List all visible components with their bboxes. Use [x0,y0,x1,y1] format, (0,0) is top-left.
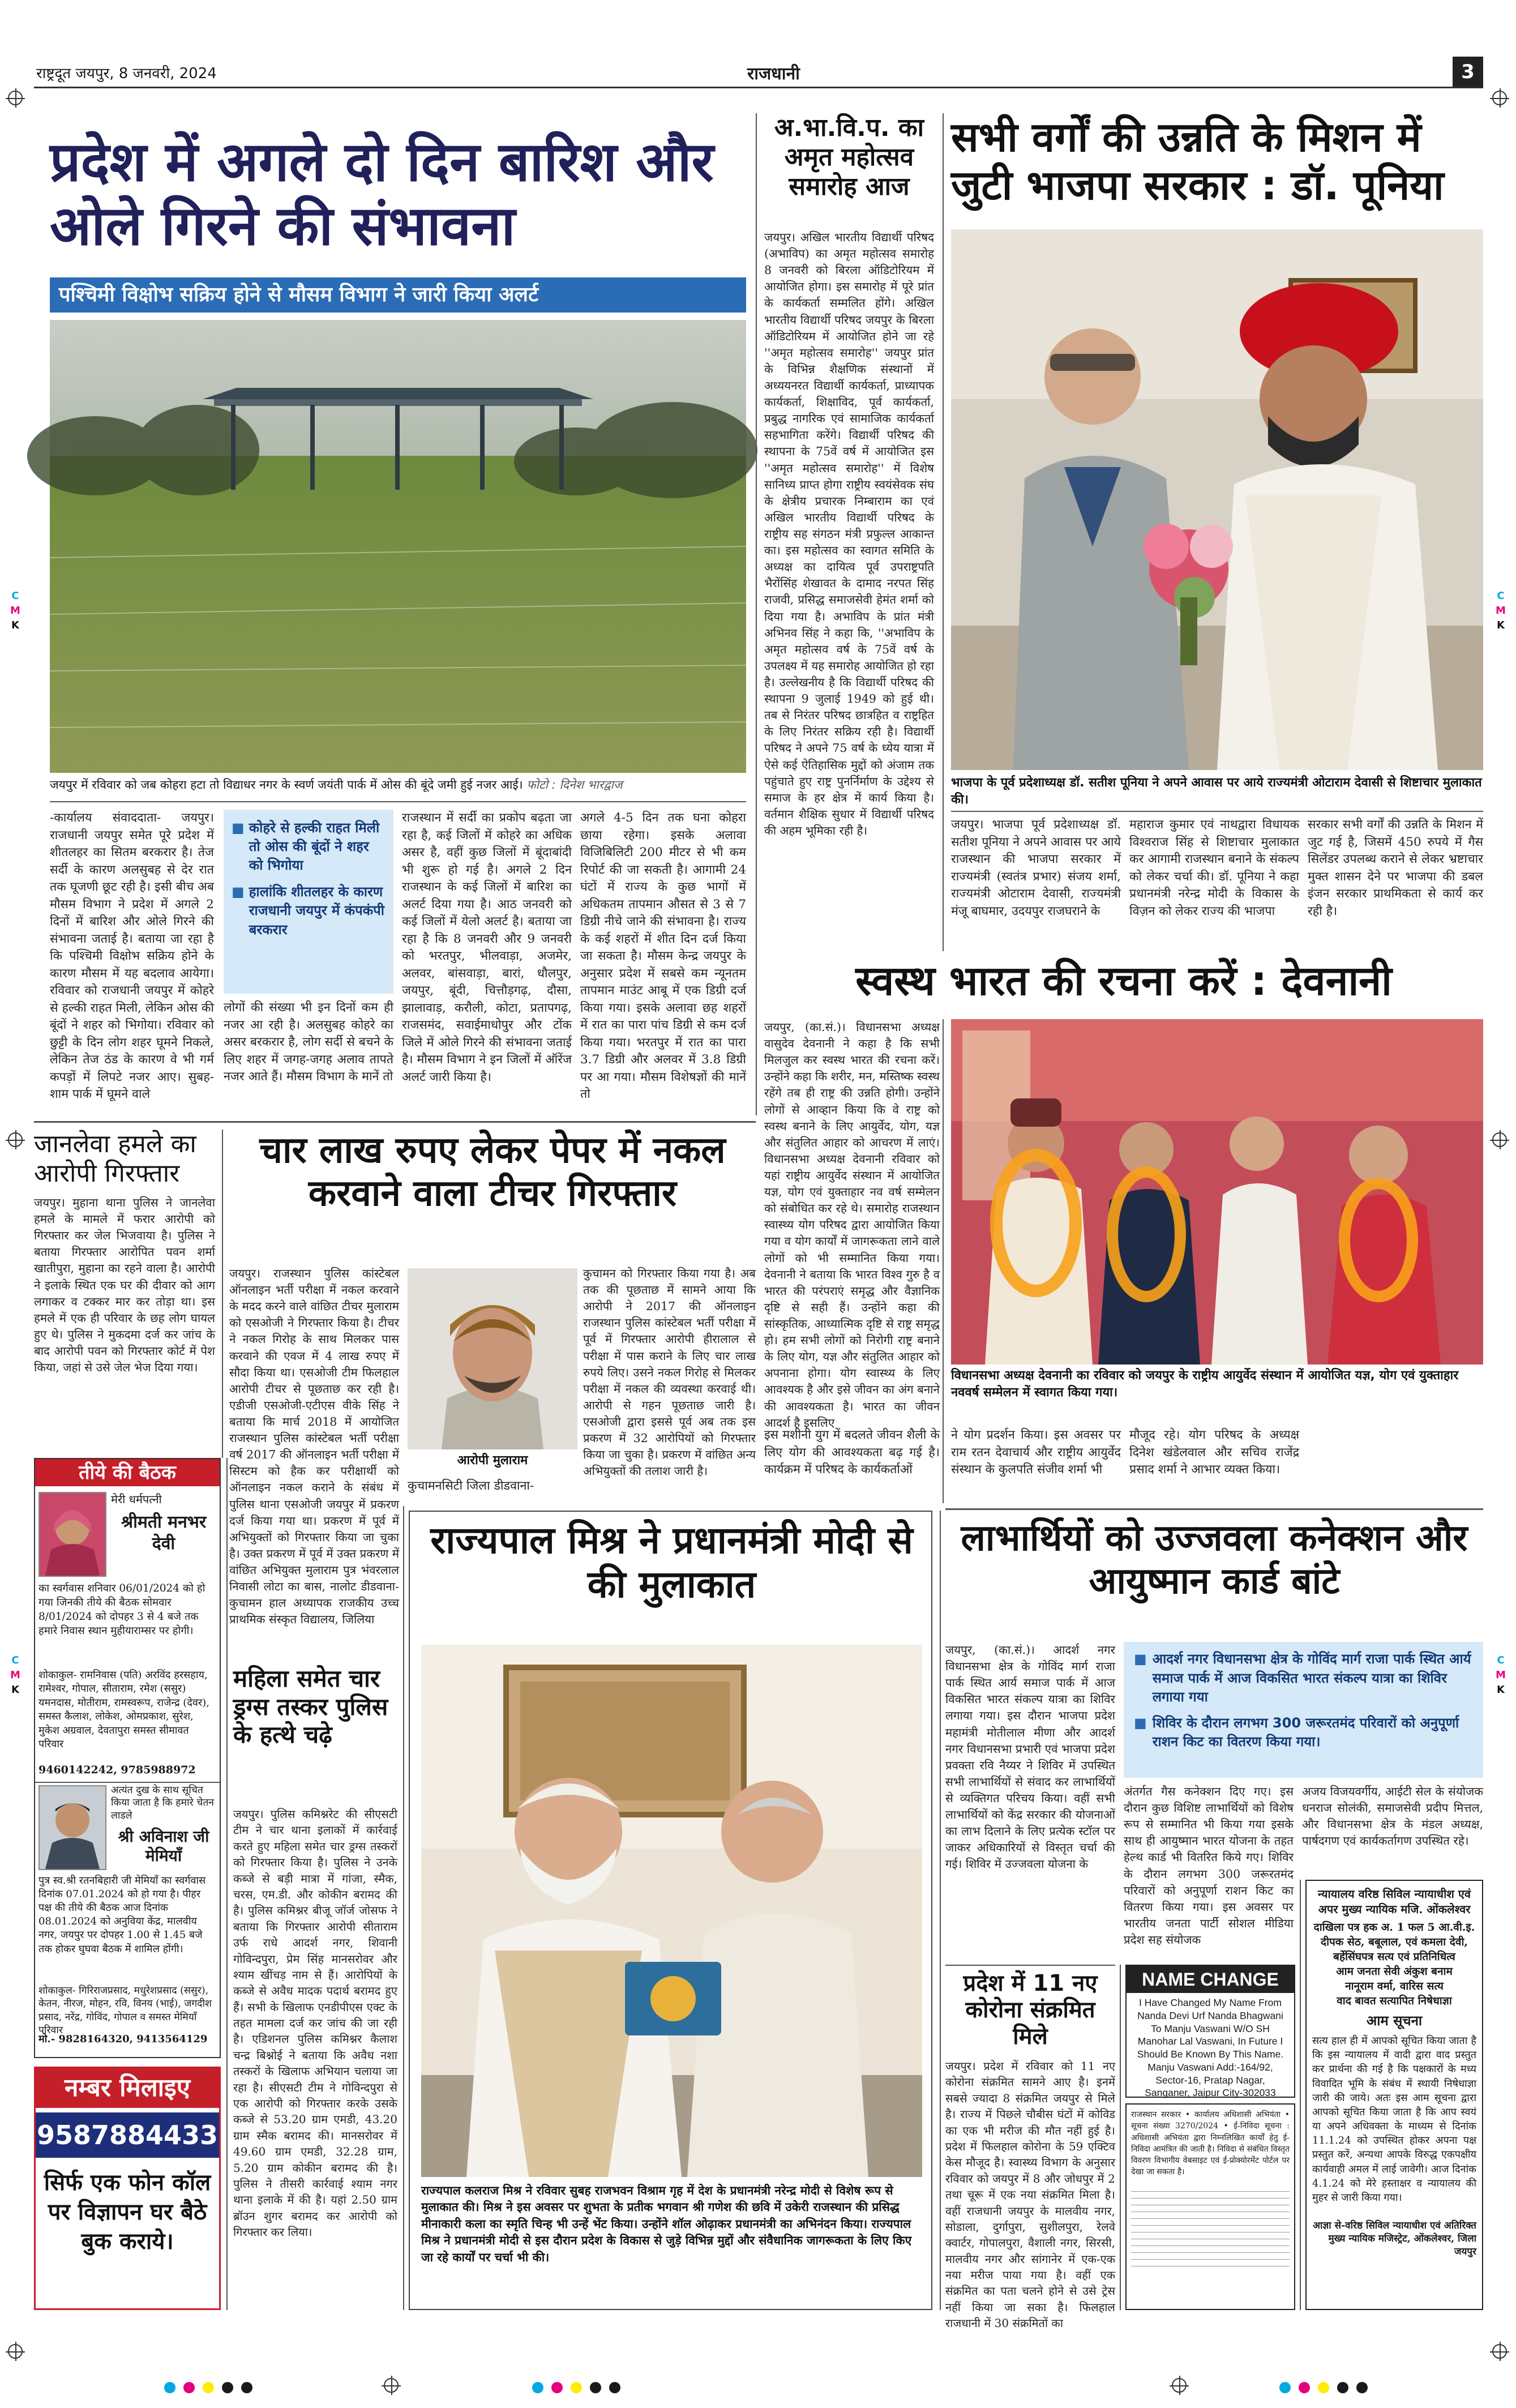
cmyk-k: K [1497,1684,1505,1696]
color-dot-cyan [1279,2382,1291,2393]
registration-mark-bottom-center-2 [1172,2378,1187,2393]
poonia-photo-caption: भाजपा के पूर्व प्रदेशाध्यक्ष डॉ. सतीश पूनिया ने अपने आवास पर आये राज्यमंत्री ओटाराम देवासी से शिष्टाचार मुलाकात की। [951,776,1482,807]
devnani-photo [951,1019,1483,1365]
page-header [34,57,1483,88]
section-divider [945,1965,1115,1966]
cmyk-m: M [1496,605,1506,617]
color-dot-yellow [203,2382,214,2393]
obituary-2-body: पुत्र स्व.श्री रतनबिहारी जी मेमियाँ का स्वर्गवास दिनांक 07.01.2024 को हो गया है। पीहर पक्ष की तीये की बैठक आज दिनांक 08.01.2024 को अनुविया केंद्र, मालवीय नगर, जयपुर पर दोपहर 1.00 से 1.45 बजे तक होकर घुघवा बैठक में शामिल होंगी। [38,1875,206,1955]
ujjwala-headline: लाभार्थियों को उज्जवला कनेक्शन और आयुष्मान कार्ड बांटे [961,1517,1468,1602]
abvp-body: जयपुर। अखिल भारतीय विद्यार्थी परिषद (अभाविप) का अमृत महोत्सव समारोह 8 जनवरी को बिरला ऑडिटोरियम में आयोजित होगा। इस समारोह में पूरे प्रांत के कार्यकर्ता सम्मलित होंगे। अखिल भारतीय विद्यार्थी परिषद जयपुर के बिरला ऑडिटोरियम में आयोजित होने जा रहे ''अमृत महोत्सव समारोह'' जयपुर प्रांत के विभिन्न शैक्षणिक संस्थानों में अध्ययनरत विद्यार्थी कार्यकर्ता, प्राध्यापक कार्यकर्ता, शिक्षाविद, पूर्व कार्यकर्ता, प्रबुद्ध नागरिक एवं सामाजिक कार्यकर्ता सहभागिता करेंगे। विद्यार्थी परिषद की स्थापना के 75वें वर्ष में आयोजित इस ''अमृत महोत्सव समारोह'' में विशेष सानिध्य प्राप्त होगा राष्ट्रीय स्वयंसेवक संघ के क्षेत्रीय प्रचारक निम्बाराम का एवं अखिल भारतीय विद्यार्थी परिषद के राष्ट्रीय सह संगठन मंत्री प्रफुल्ल आकान्त का। इस महोत्सव का स्वागत समिति के अध्यक्ष का दायित्व पूर्व उपराष्ट्रपति भैरोंसिंह शेखावत के दामाद नरपत सिंह राजवी, प्रसिद्ध समाजसेवी हेमंत शर्मा को दिया गया है। अभाविप के प्रांत मंत्री अभिनव सिंह ने कहा कि, ''अभाविप के अमृत महोत्सव वर्ष के 75वें वर्ष के उपलक्ष्य में यह समारोह आयोजित हो रहा है। उल्लेखनीय है कि विद्यार्थी परिषद की स्थापना 9 जुलाई 1949 को हुई थी। तब से निरंतर परिषद छात्रहित व राष्ट्रहित के लिए निरंतर सक्रिय रही है। विद्यार्थी परिषद ने अपने 75 वर्ष के ध्येय यात्रा में ऐसे कई ऐतिहासिक मुद्दों को अंजाम तक पहुंचाते हुए राष्ट्र पुनर्निर्माण के उद्देश्य से समाज के हर क्षेत्र में कार्य किया है। वर्तमान शैक्षिक सुधार में विद्यार्थी परिषद की अहम भूमिका रही है। [764,230,934,837]
color-dot-black [1356,2382,1368,2393]
bouquet-greeting-illustration [951,229,1483,770]
yoga-conference-illustration [951,1019,1483,1365]
smuggler-body: जयपुर। पुलिस कमिश्नरेट की सीएसटी टीम ने चार थाना इलाकों में कार्रवाई करते हुए महिला समेत चार ड्रग्स तस्करों को गिरफ्तार किया है। पुलिस ने उनके कब्जे से बड़ी मात्रा में गांजा, स्मैक, चरस, एम.डी. और कोकीन बरामद की है। पुलिस कमिश्नर बीजू जॉर्ज जोसफ ने बताया कि गिरफ्तार आरोपी सीताराम उर्फ राधे आदर्श नगर, शिवानी गोविन्दपुरा, प्रेम सिंह मानसरोवर और श्याम खींचड़ नाम से हैं। आरोपियों के कब्जे से अवैध मादक पदार्थ बरामद हुए हैं। सभी के खिलाफ एनडीपीएस एक्ट के तहत मामला दर्ज कर जांच की जा रही है। एडिशनल पुलिस कमिश्नर कैलाश चन्द्र बिश्नोई ने बताया कि अवैध नशा तस्करों के खिलाफ अभियान चलाया जा रहा है। सीएसटी टीम ने गोविन्दपुरा से एक आरोपी को गिरफ्तार करके उसके कब्जे से 53.20 ग्राम एमडी, 43.20 ग्राम स्मैक बरामद की। मानसरोवर में 49.60 ग्राम एमडी, 32.28 ग्राम, 5.20 ग्राम कोकीन बरामद की है। पुलिस ने तीसरी कार्रवाई श्याम नगर थाना इलाके में की है। यहां 2.50 ग्राम ब्रॉउन शुगर बरामद कर आरोपी को गिरफ्तार कर लिया। [233,1807,397,2239]
woman-portrait-icon [40,1493,105,1576]
divider [951,811,1483,812]
poonia-col-2: महाराज कुमार एवं नाथद्वारा विधायक विश्वराज सिंह से शिष्टाचार मुलाकात कर आगामी राजस्थान बनाने के संकल्प को लेकर चर्चा की। डॉ. पूनिया ने कहा प्रधानमंत्री नरेन्द्र मोदी के विकास के विज़न को लेकर राज्य की भाजपा [1129,818,1299,918]
section-divider [945,1508,1483,1510]
header-page-number: 3 [1453,57,1483,87]
rain-photo [50,320,746,773]
column-divider [943,113,944,988]
registration-mark-top-left [8,91,23,105]
obituary-1-body: का स्वर्गवास शनिवार 06/01/2024 को हो गया जिनकी तीये की बैठक सोमवार 8/01/2024 को दोपहर 3 से 4 बजे तक हमारे निवास स्थान मुहीयाराम्सर पर होगी। [38,1582,205,1637]
devnani-col-2: ने योग प्रदर्शन किया। इस अवसर पर राम रतन देवाचार्य और राष्ट्रीय आयुर्वेद संस्थान के कुलपति संजीव शर्मा भी [951,1428,1121,1477]
obituary-2-name: श्री अविनाश जी मेमियाँ [118,1827,209,1866]
smuggler-headline: महिला समेत चार ड्रग्स तस्कर पुलिस के हत्थे चढ़े [233,1665,388,1749]
cmyk-c: C [1497,1654,1505,1666]
rain-col-2: लोगों की संख्या भी इन दिनों कम ही नजर आ रही है। अलसुबह कोहरे का असर बरकरार है, लोग सर्दी से बचने के लिए शहर में जगह-जगह अलाव तापते नजर आते हैं। मौसम विभाग के मानें तो [224,1000,393,1084]
devnani-col-1: इस मशीनी युग में बदलते जीवन शैली के लिए योग की आवश्यकता बढ़ गई है। कार्यक्रम में परिषद के कार्यकर्ताओं [764,1428,940,1477]
color-dot-black [590,2382,601,2393]
header-section: राजधानी [747,64,800,84]
governor-photo [421,1645,922,2177]
color-dot-cyan [164,2382,175,2393]
rain-col-4: अगले 4-5 दिन तक घना कोहरा छाया रहेगा। इसके अलावा विजिबिलिटी 200 मीटर से भी कम रिपोर्ट की जा सकती है। आगामी 24 घंटों में राज्य के कुछ भागों में अधिकतम तापमान औसत से 3 से 7 डिग्री नीचे जाने की संभावना है। राज्य के कई शहरों में शीत दिन दर्ज किया जा सकता है। मौसम केन्द्र जयपुर के अनुसार प्रदेश में सबसे कम न्यूनतम तापमान माउंट आबू में एक डिग्री दर्ज किया गया। इसके अलावा छह शहरों में रात का पारा पांच डिग्री से कम दर्ज किया गया। भरतपुर में रात का पारा 3.7 डिग्री और अलवर में 3.8 डिग्री पर आ गया। मौसम विशेषज्ञों की मानें तो [580,811,746,1102]
pm-governor-meeting-illustration [421,1645,922,2177]
column-divider [1300,1880,1301,2310]
color-dot-yellow [571,2382,582,2393]
section-divider [34,1121,756,1123]
rain-col-3: राजस्थान में सर्दी का प्रकोप बढ़ता जा रहा है, कई जिलों में कोहरे का अधिक असर है, वहीं कुछ जिलों में बूंदाबांदी भी शुरू हो गई है। अगले 2 दिन राजस्थान के कई जिलों में बारिश का अलर्ट दिया गया है। आठ जनवरी को कई जिलों में येलो अलर्ट है। बताया जा रहा है कि 8 जनवरी और 9 जनवरी को भरतपुर, भीलवाड़ा, अजमेर, अलवर, बांसवाड़ा, बारां, धौलपुर, जयपुर, बूंदी, चित्तौड़गढ़, दौसा, झालावाड़, करौली, कोटा, प्रतापगढ़, राजसमंद, सवाईमाधोपुर और टोंक जिले में ओले गिरने की संभावना जताई है। मौसम विभाग ने इन जिलों में ऑरेंज अलर्ट जारी किया है। [402,811,572,1084]
poonia-headline: सभी वर्गों की उन्नति के मिशन में जुटी भाजपा सरकार : डॉ. पूनिया [951,113,1444,209]
name-change-title: NAME CHANGE [1127,1966,1294,1993]
name-change-ad [1125,1965,1295,2098]
cmyk-marker-right [1494,589,1508,651]
ad-title: नम्बर मिलाइए [36,2068,219,2108]
poonia-col-3: सरकार सभी वर्गों की उन्नति के मिशन में जुट गई है, जिसमें 450 रुपये में गैस सिलेंडर उपलब्ध कराने से लेकर भ्रष्टाचार मुक्त शासन देने पर भाजपा की डबल इंजन सरकार प्राथमिकता से कार्य कर रही है। [1308,818,1483,918]
rain-bullet-2 [232,883,386,939]
header-dateline: राष्ट्रदूत जयपुर, 8 जनवरी, 2024 [36,65,217,82]
photo-credit: फोटो : दिनेश भारद्वाज [526,778,623,792]
rain-bullet-1 [232,819,386,875]
registration-mark-top-right [1492,91,1507,105]
registration-mark-bottom-right [1492,2344,1507,2359]
divider [50,801,746,802]
ujjwala-col-3: अजय विजयवर्गीय, आईटी सेल के संयोजक धनराज सोलंकी, समाजसेवी प्रदीप मित्तल, और विधानसभा क्षेत्र के मंडल अध्यक्ष, पार्षदगण एवं कार्यकर्तागण उपस्थित रहे। [1302,1785,1483,1848]
color-dot-cyan [532,2382,543,2393]
caption-text: जयपुर में रविवार को जब कोहरा हटा तो विद्याधर नगर के स्वर्ण जयंती पार्क में ओस की बूंदे जमी हुई नजर आई। [50,778,523,792]
cmyk-marker-right-2 [1494,1653,1508,1716]
court-notice-body: सत्य हाल ही में आपको सूचित किया जाता है कि इस न्यायालय में वादी द्वारा वाद प्रस्तुत कर प्रार्थना की गई है कि पक्षकारों के मध्य विवादित भूमि के संबंध में स्थायी निषेधाज्ञा जारी की जाये। अतः इस आम सूचना द्वारा आपको सूचित किया जाता है कि आप स्वयं या अपने अधिवक्ता के माध्यम से दिनांक 11.1.24 को उपस्थित होकर अपना पक्ष प्रस्तुत करें, अन्यथा आपके विरुद्ध एकपक्षीय कार्यवाही अमल में लाई जावेगी। आज दिनांक 4.1.24 को मेरे हस्ताक्षर व न्यायालय की मुहर से जारी किया गया। [1312,2034,1476,2204]
square-bullet-icon: ■ [232,820,245,836]
cmyk-k: K [11,619,19,631]
color-dot-magenta [1299,2382,1310,2393]
corona-headline: प्रदेश में 11 नए कोरोना संक्रमित मिले [963,1970,1098,2050]
court-line-1: दाखिला पत्र हक अ. 1 फल 5 आ.वी.इ. [1313,1921,1475,1934]
tender-notice-text: राजस्थान सरकार • कार्यालय अधिशासी अभियंता • सूचना संख्या 3270/2024 • ई-निविदा सूचना : अधिशासी अभियंता द्वारा निम्नलिखित कार्यों हेतु ई-निविदा आमंत्रित की जाती है। निविदा से संबंधित विस्तृत विवरण विभागीय वेबसाइट एवं ई-प्रोक्योरमेंट पोर्टल पर देखा जा सकता है। [1131,2110,1290,2177]
cmyk-k: K [11,1684,19,1696]
teacher-col-1: जयपुर। राजस्थान पुलिस कांस्टेबल ऑनलाइन भर्ती परीक्षा में नकल करवाने के मदद करने वाले वांछित टीचर मुलाराम को एसओजी ने गिरफ्तार किया है। टीचर ने नकल गिरोह के साथ मिलकर पास करवाने की एवज में 4 लाख रुपए में सौदा किया था। एसओजी टीम फिलहाल आरोपी टीचर से पूछताछ कर रही है। एडीजी एसओजी-एटीएस वीके सिंह ने बताया कि मार्च 2018 में आयोजित राजस्थान पुलिस कांस्टेबल भर्ती परीक्षा वर्ष 2017 की ऑनलाइन भर्ती परीक्षा में सिस्टम को हैक कर परीक्षार्थी को ऑनलाइन नकल कराने के संबंध में पुलिस थाना एसओजी जयपुर में प्रकरण दर्ज किया गया था। प्रकरण में पूर्व में अभियुक्तों को गिरफ्तार किया जा चुका है। उक्त प्रकरण में पूर्व में उक्त प्रकरण में वांछित अभियुक्त मुलाराम पुत्र भंवरलाल निवासी लोटा का बास, नालोट डीडवाना-कुचामन हाल अध्यापक राजकीय उच्च प्राथमिक संस्कृत विद्यालय, जिलिया [229,1267,399,1627]
rain-highlight-box [224,810,393,994]
color-dot-yellow [1318,2382,1329,2393]
poonia-col-1: जयपुर। भाजपा पूर्व प्रदेशाध्यक्ष डॉ. सतीश पूनिया ने अपने आवास पर आये राजस्थान की भाजपा सरकार में राज्यमंत्री (स्वतंत्र प्रभार) संजय शर्मा, राज्यमंत्री ओटाराम देवासी, राज्यमंत्री मंजू बाघमार, उदयपुर राजघराने के [951,818,1121,918]
court-line-3: आम जनता सेवी अंकुश बनाम [1336,1965,1453,1978]
bullet-text: हालांकि शीतलहर के कारण राजधानी जयपुर में कंपकंपी बरकरार [249,884,384,938]
court-notice-title: आम सूचना [1366,2012,1423,2029]
cmyk-c: C [11,1654,19,1666]
devnani-photo-caption: विधानसभा अध्यक्ष देवनानी का रविवार को जयपुर के राष्ट्रीय आयुर्वेद संस्थान में आयोजित यज्ञ, योग एवं युक्ताहार नववर्ष सम्मेलन में स्वागत किया गया। [951,1368,1459,1400]
column-divider [226,1458,228,2310]
court-line-4: नानूराम वर्मा, वारिस सत्य [1345,1979,1444,1992]
column-divider [403,1506,404,2310]
bullet-text: कोहरे से हल्की राहत मिली तो ओस की बूंदों ने शहर को भिगोया [249,820,380,874]
color-bar-right [1279,2381,1404,2394]
column-divider [1120,1965,1121,2310]
cmyk-marker-left-2 [9,1653,23,1716]
registration-mark-bottom-left [8,2344,23,2359]
park-dew-illustration [50,320,746,773]
obituary-photo-2 [38,1785,106,1870]
color-dot-black [241,2382,252,2393]
ujjwala-bullet-2 [1134,1714,1473,1752]
registration-mark-mid-left [8,1132,23,1147]
bullet-text: आदर्श नगर विधानसभा क्षेत्र के गोविंद मार्ग राजा पार्क स्थित आर्य समाज पार्क में आज विकसित भारत संकल्प यात्रा का शिविर लगाया गया [1152,1651,1471,1705]
color-dot-black [1337,2382,1348,2393]
rain-headline: प्रदेश में अगले दो दिन बारिश और ओले गिरने की संभावना [50,130,714,258]
cmyk-c: C [11,590,19,602]
cmyk-marker-left [9,589,23,651]
column-divider [222,1130,223,1458]
rain-col-1: -कार्यालय संवाददाता- जयपुर। राजधानी जयपुर समेत पूरे प्रदेश में शीतलहर का सितम बरकरार है। तेज सर्दी के कारण अलसुबह से देर रात तक घूजणी छूट रही है। इसी बीच अब मौसम विभाग ने प्रदेश में अगले 2 दिनों में बारिश और ओले गिरने की संभावना जताई है। बताया जा रहा है कि पश्चिमी विक्षोभ सक्रिय होने के कारण मौसम में यह बदलाव आयेगा। रविवार को राजधानी जयपुर में कोहरे से हल्की राहत मिली, लेकिन ओस की बूंदों ने शहर को भिगोया। रविवार को छुट्टी के दिन लोग शहर घूमने निकले, लेकिन तेज ठंड के कारण वे भी गर्म कपड़ों में लिपटे नजर आए। सुबह-शाम पार्क में घूमने वाले [50,811,214,1102]
devnani-headline: स्वस्थ भारत की रचना करें : देवनानी [764,951,1483,1013]
court-title: न्यायालय वरिष्ठ सिविल न्यायाधीश एवं अपर मुख्य न्यायिक मजि. ओंकलेश्वर [1317,1887,1471,1917]
square-bullet-icon: ■ [232,884,245,900]
obituary-photo-1 [38,1492,106,1577]
assault-body: जयपुर। मुहाना थाना पुलिस ने जानलेवा हमले के मामले में फरार आरोपी को गिरफ्तार कर जेल भिजवाया है। पुलिस ने बताया गिरफ्तार आरोपित पवन शर्मा खातीपुरा, मुहाना का रहने वाला है। आरोपी ने इलाके स्थित एक घर की दीवार को आग लगाकर व टक्कर मार कर तोड़ा था। इस हमले में एक ही परिवार के छह लोग घायल हुए थे। पुलिस ने मुकदमा दर्ज कर जांच के बाद आरोपी पवन को गिरफ्तार कोर्ट में पेश किया, जहां से उसे जेल भेज दिया गया। [34,1196,215,1375]
obituary-1-phone: 9460142242, 9785988972 [38,1764,196,1776]
ad-phone-booking[interactable] [34,2067,221,2310]
color-dot-magenta [183,2382,195,2393]
obituary-1-lead: मेरी धर्मपत्नी [111,1492,162,1506]
court-notice [1305,1880,1483,2310]
cmyk-m: M [1496,1669,1506,1681]
cmyk-c: C [1497,590,1505,602]
column-divider [943,1019,944,1503]
cmyk-m: M [10,1669,20,1681]
court-line-5: वाद बावत सत्यापित निषेधाज्ञा [1337,1994,1452,2007]
column-divider [940,1511,941,2310]
tender-notice [1125,2103,1295,2310]
teacher-photo [408,1268,577,1449]
bullet-text: शिविर के दौरान लगभग 300 जरूरतमंद परिवारों को अनुपूर्णा राशन किट का वितरण किया गया। [1152,1714,1459,1750]
obituary-1-family: शोकाकुल- रामनिवास (पति) अरविंद हरसहाय, रामेश्वर, गोपाल, सीताराम, रमेश (ससुर) यमनदास, मोतीराम, रामस्वरूप, राजेन्द्र (देवर), समस्त कैलाश, लोकेश, ओमप्रकाश, सुरेश, मुकेश अग्रवाल, देवतापुरा समस्त सीमावत परिवार [38,1669,209,1751]
color-dot-magenta [551,2382,563,2393]
governor-headline: राज्यपाल मिश्र ने प्रधानमंत्री मोदी से की मुलाकात [430,1519,913,1606]
poonia-photo [951,229,1483,770]
cmyk-k: K [1497,619,1505,631]
teacher-headline: चार लाख रुपए लेकर पेपर में नकल करवाने वाला टीचर गिरफ्तार [259,1130,726,1214]
corona-body: जयपुर। प्रदेश में रविवार को 11 नए कोरोना संक्रमित सामने आए है। इनमें सबसे ज्यादा 8 संक्रमित जयपुर से मिले है। राज्य में पिछले चौबीस घंटों में कोविड का एक भी मरीज की मौत नहीं हुई है। प्रदेश में फिलहाल कोरोना के 59 एक्टिव केस मौजूद है। स्वास्थ्य विभाग के अनुसार रविवार को जयपुर में 8 और जोधपुर में 2 तथा चूरू में एक नया संक्रमित मिला है। वहीं राजधानी जयपुर के मालवीय नगर, सोडाला, दुर्गापुरा, सुशीलपुरा, रेलवे क्वार्टर, गोपालपुरा, वैशाली नगर, सिरसी, मालवीय नगर और सांगानेर में एक-एक नया मरीज पाया गया है। वहीं एक संक्रमित का पता चलने होने से उसे ट्रेस नहीं किया जा सका है। फिलहाल राजधानी में 30 संक्रमितों का [945,2059,1115,2330]
color-bar-left [164,2381,289,2394]
registration-mark-mid-right [1492,1132,1507,1147]
teacher-photo-label: आरोपी मुलाराम [457,1453,528,1468]
cmyk-m: M [10,605,20,617]
obituary-1 [35,1486,220,1781]
tender-table-lines [1131,2185,1290,2270]
rain-photo-caption [50,777,746,799]
ujjwala-bullet-1 [1134,1650,1473,1707]
obituary-2-phone: मो.- 9828164320, 9413564129 [38,2033,208,2045]
devnani-body: जयपुर, (का.सं.)। विधानसभा अध्यक्ष वासुदेव देवनानी ने कहा है कि सभी मिलजुल कर स्वस्थ भारत की रचना करें। उन्होंने कहा कि शरीर, मन, मस्तिष्क स्वस्थ रहेंगे तब ही राष्ट्र की उन्नति होगी। उन्होंने लोगों से आव्हान किया कि वे राष्ट्र को स्वस्थ बनाने के लिए आयुर्वेद, योग, यज्ञ और संतुलित आहार को आचरण में लाएं। विधानसभा अध्यक्ष देवनानी रविवार को यहां राष्ट्रीय आयुर्वेद संस्थान में आयोजित यज्ञ, योग एवं युक्ताहार नव वर्ष सम्मेलन को संबोधित कर रहे थे। समारोह राजस्थान स्वास्थ्य योग परिषद द्वारा आयोजित किया गया व योग कार्यों में जागरूकता लाने वाले लोगों को भी सम्मानित किया गया। देवनानी ने बताया कि भारत विश्व गुरु है व भारत की परंपराएं समृद्ध और वैज्ञानिक दृष्टि से सही हैं। उन्होंने कहा की सांस्कृतिक, आध्यात्मिक दृष्टि से राष्ट्र समृद्ध हो। हम सभी लोगों को निरोगी राष्ट्र बनाने के लिए योग, यज्ञ और संतुलित आहार को अपनाना होगा। योग स्वास्थ्य के लिए आवश्यक है और इसे जीवन का अंग बनाने की आवश्यकता है। भारत का जीवन आदर्श है इसलिए [764,1020,940,1430]
teacher-col-3: कुचामन को गिरफ्तार किया गया है। अब तक की पूछताछ में सामने आया कि आरोपी ने 2017 की ऑनलाइन राजस्थान पुलिस कांस्टेबल भर्ती परीक्षा में पूर्व में गिरफ्तार आरोपी हीरालाल से परीक्षा में पास कराने के लिए चार लाख रुपये लिए। उसने नकल गिरोह से मिलकर परीक्षा में नकल की व्यवस्था करवाई थी। आरोपी से गहन पूछताछ जारी है। एसओजी द्वारा इससे पूर्व अब तक इस प्रकरण में 32 आरोपियों को गिरफ्तार किया जा चुका है। प्रकरण में वांछित अन्य अभियुक्तों की तलाश जारी है। [583,1267,756,1478]
governor-photo-caption: राज्यपाल कलराज मिश्र ने रविवार सुबह राजभवन विश्राम गृह में देश के प्रधानमंत्री नरेन्द्र मोदी से विशेष रूप से मुलाकात की। मिश्र ने इस अवसर पर शुभता के प्रतीक भगवान श्री गणेश की छवि में उकेरी राजस्थान की प्रसिद्ध मीनाकारी कला का स्मृति चिन्ह भी उन्हें भेंट किया। उन्होंने शॉल ओढ़ाकर प्रधानमंत्री का अभिनंदन किया। राज्यपाल मिश्र ने प्रधानमंत्री मोदी से इस दौरान प्रदेश के विकास से जुड़े विभिन्न मुद्दों और संवैधानिक जागरूकता के लिए किए जा रहे कार्यों पर चर्चा भी की। [421,2184,912,2264]
square-bullet-icon: ■ [1134,1714,1147,1731]
square-bullet-icon: ■ [1134,1651,1147,1667]
ad-phone-number[interactable]: 9587884433 [36,2112,219,2158]
obituary-2-lead: अत्यंत दुख के साथ सूचित किया जाता है कि हमारे चेतन लाडले [111,1785,215,1821]
ujjwala-highlight-box [1124,1642,1483,1778]
governor-story [409,1511,932,2310]
obituary-title: तीये की बैठक [35,1459,220,1486]
color-dot-black [222,2382,233,2393]
ujjwala-col-2: अंतर्गत गैस कनेक्शन दिए गए। इस दौरान कुछ विशिष्ट लाभार्थियों को विशेष रूप से सम्मानित भी किया गया इसके साथ ही आयुष्मान भारत योजना के तहत हेल्थ कार्ड भी वितरित किये गए। शिविर के दौरान लगभग 300 जरूरतमंद परिवारों को अनुपूर्णा राशन किट का वितरण किया गया। इस अवसर पर भारतीय जनता पार्टी सोशल मीडिया प्रदेश सह संयोजक [1124,1785,1294,1947]
obituary-1-name: श्रीमती मनभर देवी [121,1512,207,1554]
obituary-2 [35,1781,220,2052]
assault-headline: जानलेवा हमले का आरोपी गिरफ्तार [34,1130,196,1188]
court-signature: आज्ञा से-वरिष्ठ सिविल न्यायाधीश एवं अतिरिक्त मुख्य न्यायिक मजिस्ट्रेट, ओंकलेश्वर, जिला जयपुर [1313,2219,1476,2258]
accused-portrait-illustration [408,1268,577,1449]
column-divider [756,113,757,1115]
rain-subheadline: पश्चिमी विक्षोभ सक्रिय होने से मौसम विभाग ने जारी किया अलर्ट [50,277,746,313]
devnani-col-3: मौजूद रहे। योग परिषद के अध्यक्ष दिनेश खंडेलवाल और सचिव राजेंद्र प्रसाद शर्मा ने आभार व्यक्त किया। [1129,1428,1299,1477]
man-portrait-icon [40,1786,105,1869]
teacher-photo-caption: कुचामनसिटी जिला डीडवाना- [408,1479,534,1493]
ujjwala-col-1: जयपुर, (का.सं.)। आदर्श नगर विधानसभा क्षेत्र के गोविंद मार्ग राजा पार्क स्थित आर्य समाज पार्क में आज विकसित भारत संकल्प यात्रा का शिविर लगाया गया। इस दौरान भाजपा प्रदेश महामंत्री मोतीलाल मीणा और आदर्श नगर विधानसभा प्रभारी एवं भाजपा प्रदेश प्रवक्ता रवि नैय्यर ने शिविर में उपस्थित सभी लाभार्थियों से संवाद कर लाभार्थियों से व्यक्तिगत परिचय किया। वहीं सभी लाभार्थियों को केंद्र सरकार की योजनाओं का लाभ दिलाने के लिए प्रत्येक स्टॉल पर जाकर अधिकारियों से विस्तृत चर्चा की गई। शिविर में उज्जवला योजना के [945,1643,1115,1871]
color-bar-center [532,2381,657,2394]
abvp-headline: अ.भा.वि.प. का अमृत महोत्सव समारोह आज [774,113,924,201]
court-line-2: दीपक सेठ, बबूलाल, एवं कमला देवी, बर्हेसिंघपत्र सत्य एवं प्रतिनिधित्व [1321,1936,1468,1964]
registration-mark-bottom-center [384,2378,399,2393]
obituary-2-family: शोकाकुल- गिरिराजप्रसाद, मधुरेशप्रसाद (ससुर), केतन, नीरज, मोहन, रवि, विनय (भाई), जगदीश प्रसाद, नरेंद्र, गोविंद, गोपाल व समस्त मेमियाँ परिवार [38,1985,212,2037]
name-change-body: I Have Changed My Name From Nanda Devi Urf Nanda Bhagwani To Manju Vaswani W/O SH Manohar Lal Vaswani, In Future I Should Be Known By This Name. Manju Vaswani Add:-164/92, Sector-16, Pratap Nagar, Sanganer, Jaipur City-302033 [1137,1997,1284,2099]
color-dot-black [609,2382,620,2393]
ad-text: सिर्फ एक फोन कॉल पर विज्ञापन घर बैठे बुक कराये। [44,2170,211,2255]
obituary-panel [34,1458,221,2058]
